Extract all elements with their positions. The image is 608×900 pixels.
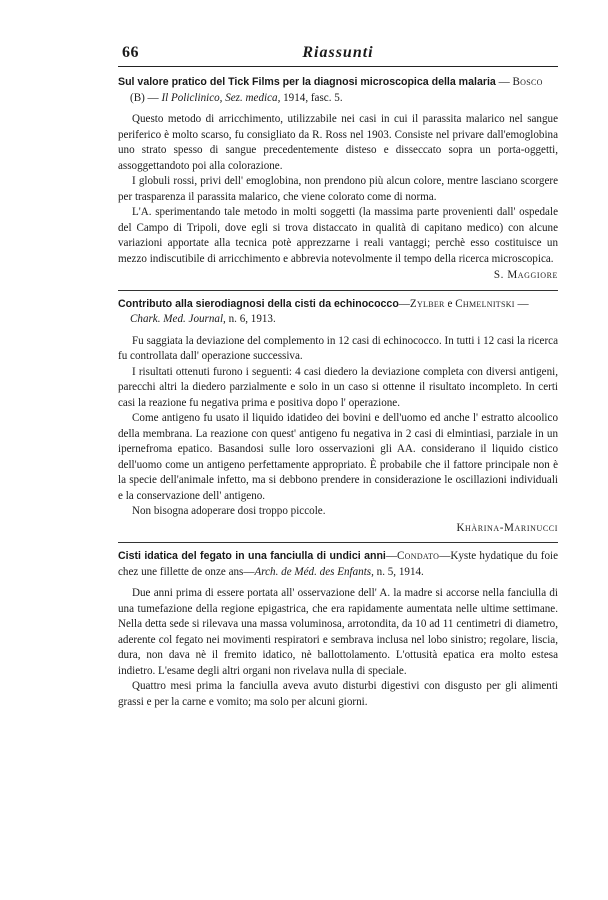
paragraph: Non bisogna adoperare dosi troppo piccole. — [132, 505, 326, 517]
citation-details: n. 6, 1913. — [225, 313, 276, 325]
abstract-echinococco — [118, 290, 558, 537]
reviewer-signature: S. Maggiore — [493, 269, 558, 281]
paragraph: Quattro mesi prima la fanciulla aveva avuto disturbi digestivi con disgusto per gli alimenti grassi e per la carne e vomito; ma solo per alcuni giorni. — [118, 680, 558, 708]
abstract-headline — [118, 297, 558, 328]
page-number: 66 — [122, 44, 139, 61]
dash: — — [243, 565, 255, 578]
abstract-headline — [118, 75, 558, 106]
page — [118, 44, 558, 710]
paragraph: Come antigeno fu usato il liquido idatideo dei bovini e dell'uomo ed anche l' estratto alcoolico della membrana. La reazione con quest' antigeno fu negativa in 2 casi di elmintiasi, parziale in un ipernefroma epatico. Basandosi sulle loro osservazioni gli AA. considerano il liquido cistico dell'uomo come un antigeno perfettamente appropriato. È probabile che il fattore principale non è la specie dell'animale infetto, ma si debbono prendere in considerazione le oscillazioni individuali e la conservazione dell' antigeno. — [118, 412, 558, 502]
abstract-title: Cisti idatica del fegato in una fanciulla di undici anni — [118, 550, 386, 562]
dash: — — [514, 297, 529, 310]
section-title: Riassunti — [302, 44, 374, 61]
citation-details: 1914, fasc. 5. — [280, 91, 343, 104]
journal-name: Arch. de Méd. des Enfants, — [254, 565, 374, 578]
paragraph: L'A. sperimentando tale metodo in molti soggetti (la massima parte provenienti dall' ospedale del Campo di Tripoli, dove egli si trova distaccato in qualità di capitano medico) con alcune variazioni apportate alla tecnica potè apprezzarne i reali vantaggi; perchè esso costituisce un mezzo indiscutibile di arricchimento e abbrevia notevolmente il tempo della ricerca microscopica. — [118, 206, 558, 265]
journal-name: Chark. Med. Journal, — [130, 313, 226, 325]
author-name-2: Chmelnitski — [455, 297, 515, 310]
dash: — — [398, 297, 410, 310]
running-head — [118, 44, 558, 67]
paragraph: Fu saggiata la deviazione del complemento in 12 casi di echinococco. In tutti i 12 casi la ricerca fu controllata dall' operazione successiva. — [118, 334, 558, 362]
abstract-tick-films — [118, 75, 558, 284]
paragraph: Due anni prima di essere portata all' osservazione dell' A. la madre si accorse nella fanciulla di una tumefazione della regione epigastrica, che era rapidamente aumentata nelle ultime settimane. Nella detta sede si rilevava una massa voluminosa, arrotondita, da 10 ad 11 centimetri di diametro, aderente col fegato nei movimenti respiratori e sembrava inclusa nel lobo sinistro; regolare, liscia, dura, non dava nè il fremito idatico, nè ballottolamento. L'ottusità epatica era molto estesa indietro. L'esame degli altri organi non rivelava nulla di speciale. — [118, 587, 558, 677]
author-initial: (B) — — [130, 91, 162, 104]
abstract-title: Contributo alla sierodiagnosi della cisti da echinococco — [118, 297, 399, 310]
dash: — — [439, 550, 451, 562]
abstract-headline — [118, 549, 558, 580]
abstract-title: Sul valore pratico del Tick Films per la diagnosi microscopica della malaria — [118, 76, 496, 88]
author-name: Condato — [396, 550, 440, 562]
conjunction: e — [444, 297, 456, 310]
abstract-cisti-idatica — [118, 542, 558, 710]
reviewer-signature: Khàrina-Marinucci — [456, 521, 558, 534]
author-name: Zylber — [409, 297, 445, 310]
journal-name: Il Policlinico, Sez. medica, — [161, 91, 281, 104]
paragraph: I risultati ottenuti furono i seguenti: 4 casi diedero la deviazione completa con diversi antigeni, parecchi altri la diedero parzialmente e solo in un caso si ottenne il risultato incompleto. In certi casi la reazione fu negativa prima e positiva dopo l' operazione. — [118, 365, 558, 409]
french-title: Kyste hydatique du foie chez une fillette de onze ans — [118, 550, 558, 578]
dash: — — [495, 76, 513, 88]
author-name: Bosco — [512, 76, 543, 88]
paragraph: Questo metodo di arricchimento, utilizzabile nei casi in cui il parassita malarico nel sangue periferico è molto scarso, fu consigliato da R. Ross nel 1903. Consiste nel privare dall'emoglobina uno strato spesso di sangue precedentemente disteso e disseccato sopra un porta-oggetti, assoggettandoto poi alla colorazione. — [118, 113, 558, 172]
paragraph: I globuli rossi, privi dell' emoglobina, non prendono più alcun colore, mentre lasciano scorgere per trasparenza il parassita malarico, che viene colorato come di norma. — [118, 175, 558, 203]
dash: — — [385, 550, 397, 562]
citation-details: n. 5, 1914. — [373, 565, 424, 578]
